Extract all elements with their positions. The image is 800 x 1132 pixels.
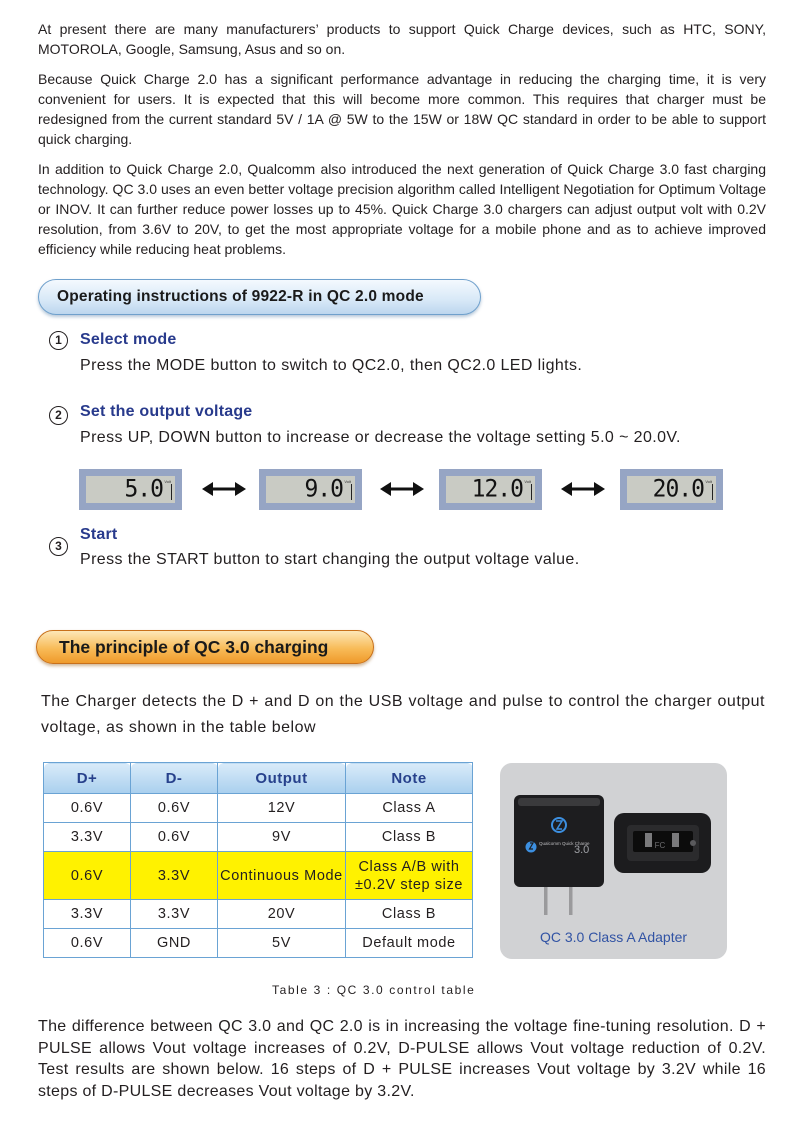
lcd-unit-label: Volt — [344, 479, 351, 484]
table-cell: 0.6V — [44, 929, 131, 958]
table-cell: Continuous Mode — [218, 852, 346, 900]
lcd-value: 12.0 — [471, 475, 523, 503]
lcd-display-5v — [79, 469, 182, 510]
table-caption: Table 3 : QC 3.0 control table — [272, 983, 476, 997]
table-cell: 5V — [218, 929, 346, 958]
lcd-display-12v — [439, 469, 542, 510]
table-row-highlighted — [44, 852, 473, 900]
table-header-dminus: D- — [131, 763, 218, 794]
qc3-control-table — [43, 762, 473, 958]
lcd-unit-label: Volt — [164, 479, 171, 484]
step-number-3: 3 — [49, 537, 68, 556]
table-row — [44, 900, 473, 929]
table-cell: 20V — [218, 900, 346, 929]
section-heading-qc3: The principle of QC 3.0 charging — [36, 630, 374, 664]
qc3-adapter-photo — [500, 763, 727, 959]
qc3-intro-paragraph: The Charger detects the D + and D on the USB voltage and pulse to control the charger output voltage, as shown in the table below — [41, 693, 765, 736]
table-cell: 3.3V — [44, 823, 131, 852]
lcd-value: 9.0 — [304, 475, 343, 503]
table-cell: 0.6V — [44, 852, 131, 900]
intro-paragraph-2: Because Quick Charge 2.0 has a significant performance advantage in reducing the charging time, it is very convenient for users. It is expected that this will become more common. This requires that charger must be redesigned from the current standard 5V / 1A @ 5W to the 15W or 18W QC standard in order to be able to support quick charging. — [38, 71, 766, 147]
table-cell: 12V — [218, 794, 346, 823]
step-text-start: Press the START button to start changing the output voltage value. — [80, 551, 580, 568]
table-cell: Class A/B with ±0.2V step size — [346, 852, 473, 900]
table-cell: 3.3V — [131, 852, 218, 900]
table-header-dplus: D+ — [44, 763, 131, 794]
lcd-display-20v — [620, 469, 723, 510]
qc-version-text: 3.0 — [574, 844, 590, 856]
step-text-set-voltage: Press UP, DOWN button to increase or decrease the voltage setting 5.0 ~ 20.0V. — [80, 429, 681, 446]
table-header-output: Output — [218, 763, 346, 794]
table-cell: 3.3V — [44, 900, 131, 929]
table-row — [44, 929, 473, 958]
step-text-select-mode: Press the MODE button to switch to QC2.0, then QC2.0 LED lights. — [80, 357, 583, 374]
intro-paragraph-3: In addition to Quick Charge 2.0, Qualcomm also introduced the next generation of Quick Charge 3.0 fast charging technology. QC 3.0 uses an even better voltage precision algorithm called Intelligent Negotiation for Optimum Voltage or INOV. It can further reduce power losses up to 45%. Quick Charge 3.0 chargers can adjust output volt with 0.2V resolution, from 3.6V to 20V, to get the most appropriate voltage for a mobile phone and as to achieve improved efficiency while reducing heat problems. — [38, 161, 766, 257]
table-cell: 0.6V — [131, 794, 218, 823]
table-cell: Class A — [346, 794, 473, 823]
table-cell: Default mode — [346, 929, 473, 958]
table-cell: 0.6V — [131, 823, 218, 852]
step-title-select-mode: Select mode — [80, 331, 177, 348]
table-header-note: Note — [346, 763, 473, 794]
lcd-unit-label: Volt — [524, 479, 531, 484]
table-cell: Class B — [346, 823, 473, 852]
step-number-1: 1 — [49, 331, 68, 350]
lcd-unit-label: Volt — [705, 479, 712, 484]
double-arrow-icon — [561, 479, 605, 499]
double-arrow-icon — [380, 479, 424, 499]
table-cell: 3.3V — [131, 900, 218, 929]
lcd-value: 20.0 — [652, 475, 704, 503]
lcd-value: 5.0 — [124, 475, 163, 503]
intro-paragraph-1: At present there are many manufacturers’ products to support Quick Charge devices, such as HTC, SONY, MOTOROLA, Google, Samsung, Asus and so on. — [38, 21, 766, 57]
brand-text: Qualcomm Quick Charge — [539, 841, 590, 846]
double-arrow-icon — [202, 479, 246, 499]
table-cell: 0.6V — [44, 794, 131, 823]
step-number-2: 2 — [49, 406, 68, 425]
photo-caption: QC 3.0 Class A Adapter — [539, 929, 688, 945]
qc3-conclusion-paragraph: The difference between QC 3.0 and QC 2.0 is in increasing the voltage fine-tuning resolution. D + PULSE allows Vout voltage increases of 0.2V, D-PULSE allows Vout voltage reduction of 0.2V. Test results are shown below. 16 steps of D + PULSE increases Vout voltage by 3.2V while 16 steps of D-PULSE decreases Vout voltage by 3.2V. — [38, 1018, 766, 1100]
table-row — [44, 794, 473, 823]
plug-text: FC — [654, 841, 666, 850]
table-cell: Class B — [346, 900, 473, 929]
lcd-display-9v — [259, 469, 362, 510]
step-title-start: Start — [80, 526, 118, 543]
table-cell: 9V — [218, 823, 346, 852]
step-title-set-voltage: Set the output voltage — [80, 403, 253, 420]
table-cell: GND — [131, 929, 218, 958]
section-heading-qc2: Operating instructions of 9922-R in QC 2.0 mode — [38, 279, 481, 315]
table-row — [44, 823, 473, 852]
